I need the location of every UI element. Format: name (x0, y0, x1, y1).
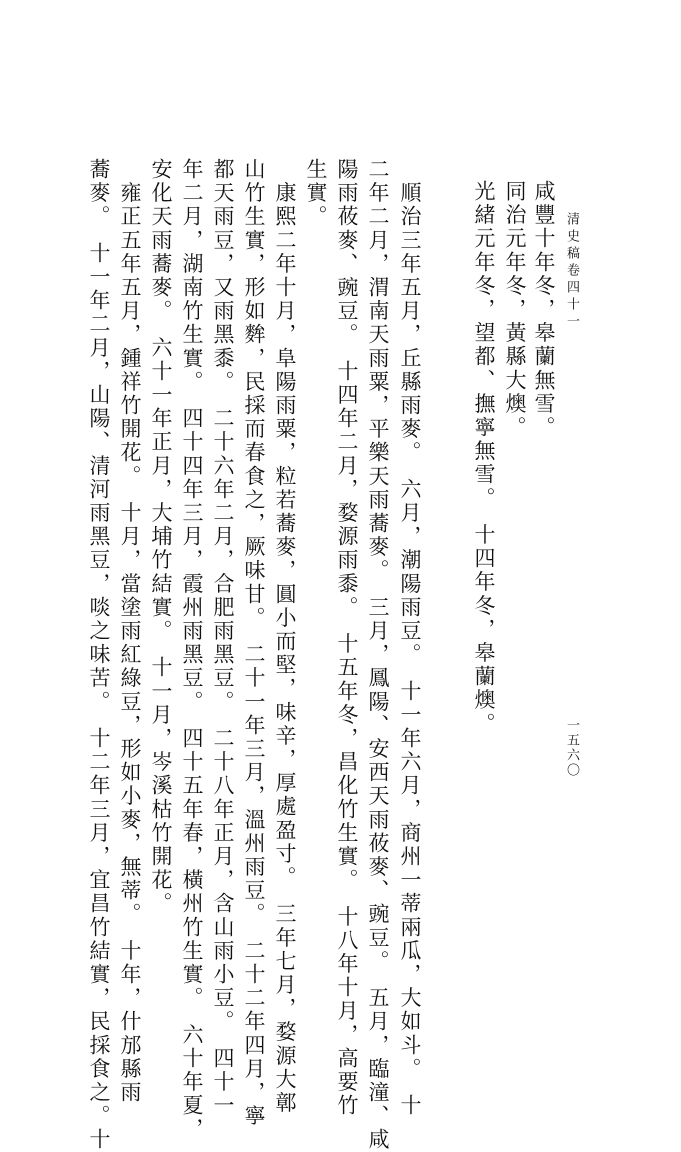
text-column: 陽雨莜麥、豌豆。 十四年二月，婺源雨黍。 十五年冬，昌化竹生實。 十八年十月，高要竹 (335, 158, 359, 1118)
text-column: 安化天雨蕎麥。 六十一年正月，大埔竹結實。 十一月，岑溪枯竹開花。 (149, 158, 173, 916)
text-column: 順治三年五月，丘縣雨麥。 六月，潮陽雨豆。 十一年六月，商州一蒂兩瓜，大如斗。 十 (398, 158, 422, 1118)
text-column: 生實。 (304, 158, 328, 229)
text-column: 山竹生實，形如麰，民採而春食之，厥味甘。 二十一年三月，溫州雨豆。 二十二年四月，寧 (242, 158, 266, 1129)
running-header: 清史稿卷四十一 (564, 212, 579, 331)
text-column: 都天雨豆，又雨黑黍。 二十六年二月，合肥雨黑豆。 二十八年正月，含山雨小豆。 四十一 (211, 158, 235, 1118)
text-column: 同治元年冬，黃縣大燠。 (503, 180, 527, 440)
text-column: 雍正五年五月，鍾祥竹開花。 十月，當塗雨紅綠豆，形如小麥，無蒂。 十年，什邡縣雨 (118, 158, 142, 1105)
text-column: 蕎麥。 十一年二月，山陽、清河雨黑豆，啖之味苦。 十二年三月，宜昌竹結實，民採食之。十 (87, 158, 111, 1152)
text-column: 年二月，湖南竹生實。 四十四年三月，霞州雨黑豆。 四十五年春，橫州竹生實。 六十年夏， (180, 158, 204, 1142)
text-column: 康熙二年十月，阜陽雨粟，粒若蕎麥，圓小而堅，味辛，厚處盈寸。 三年七月，婺源大鄣 (273, 158, 297, 1116)
page-number: 一五六〇 (564, 718, 579, 778)
text-column: 光緒元年冬，望都、撫寧無雪。 十四年冬，皋蘭燠。 (472, 180, 496, 736)
text-column: 咸豐十年冬，皋蘭無雪。 (532, 180, 556, 440)
text-column: 二年二月，渭南天雨粟，平樂天雨蕎麥。 三月，鳳陽、安西天雨莜麥、豌豆。 五月，臨潼、咸 (366, 158, 390, 1152)
